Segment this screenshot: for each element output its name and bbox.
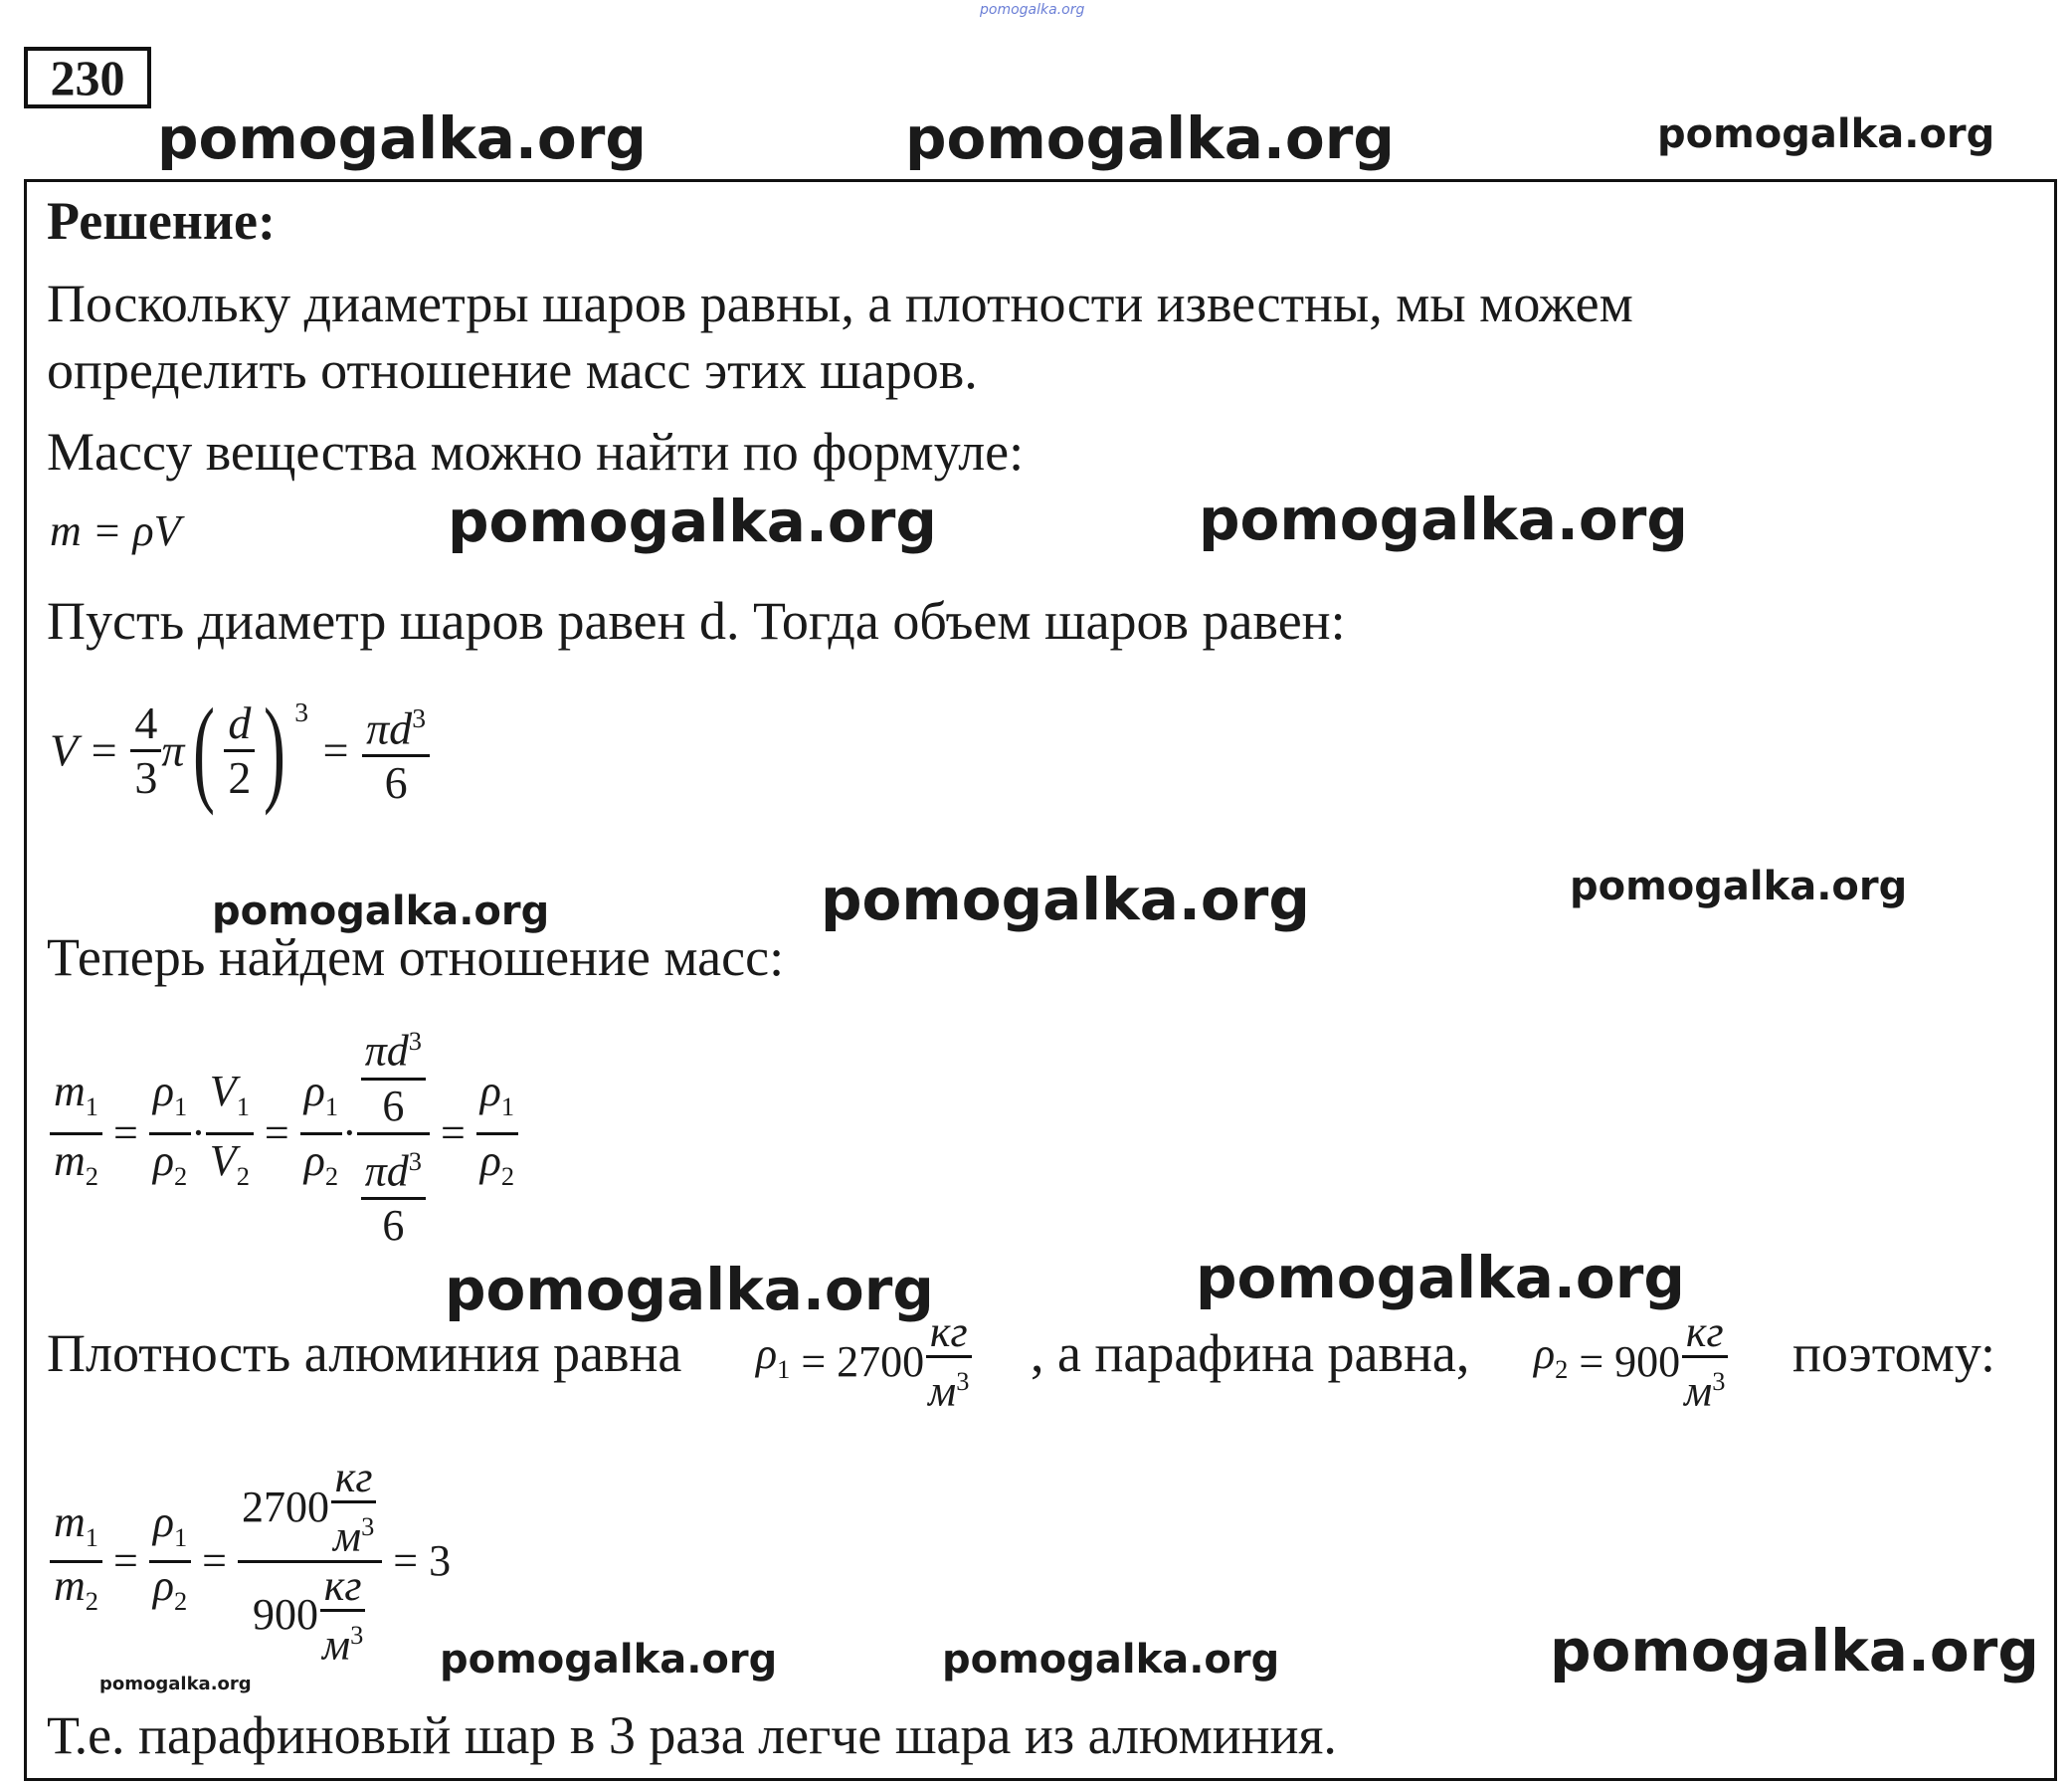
watermark: pomogalka.org xyxy=(448,488,937,555)
watermark: pomogalka.org xyxy=(157,104,647,172)
paragraph-2: Массу вещества можно найти по формуле: xyxy=(47,422,1025,482)
paragraph-5-end: поэтому: xyxy=(1792,1323,1996,1383)
watermark: pomogalka.org xyxy=(821,866,1310,933)
paragraph-5-start: Плотность алюминия равна xyxy=(47,1323,682,1383)
watermark: pomogalka.org xyxy=(440,1637,778,1683)
watermark: pomogalka.org xyxy=(942,1637,1280,1683)
watermark: pomogalka.org xyxy=(99,1674,252,1694)
rho1-formula: $\rho_1$ = 2700 $\frac{кг}{м^3}$ xyxy=(756,1309,973,1415)
paragraph-1-line-2: определить отношение масс этих шаров. xyxy=(47,340,978,400)
rho2-formula: $\rho_2$ = 900 $\frac{кг}{м^3}$ xyxy=(1534,1309,1729,1415)
watermark: pomogalka.org xyxy=(212,889,550,934)
watermark: pomogalka.org xyxy=(1196,1244,1685,1311)
problem-number: 230 xyxy=(24,47,151,108)
paragraph-5-middle: , а парафина равна, xyxy=(1031,1323,1470,1383)
paragraph-3: Пусть диаметр шаров равен d. Тогда объем шаров равен: xyxy=(47,591,1346,651)
mass-formula: m = ρV xyxy=(50,506,181,555)
watermark-top: pomogalka.org xyxy=(980,2,1085,18)
watermark: pomogalka.org xyxy=(1657,111,1995,157)
watermark: pomogalka.org xyxy=(905,104,1395,172)
watermark: pomogalka.org xyxy=(445,1256,934,1323)
fraction-four-thirds: $\frac{4}{3}$ xyxy=(130,697,161,804)
solution-heading: Решение: xyxy=(47,191,276,251)
fraction-pi-d3-over-6: $\frac{\pi d^3}{6}$ xyxy=(362,693,430,809)
fraction-d-over-2: $\frac{d}{2}$ xyxy=(224,697,255,804)
watermark: pomogalka.org xyxy=(1550,1617,2039,1684)
watermark: pomogalka.org xyxy=(1199,486,1688,553)
paragraph-1-line-1: Поскольку диаметры шаров равны, а плотности известны, мы можем xyxy=(47,274,1633,333)
result-formula: $\frac{m_1}{m_2}$ = $\frac{\rho_1}{\rho_2}$ = 2700 $\frac{кг}{м^3}$ 900 $\frac{кг}{м^3}$ = 3 xyxy=(50,1455,451,1668)
ratio-formula: $\frac{m_1}{m_2}$ = $\frac{\rho_1}{\rho_2}$ · $\frac{V_1}{V_2}$ = $\frac{\rho_1}{\rho_2}$ · $\frac{\frac{\pi d^3}{6}}{\frac{\pi d^3}{6}}$ = $\frac{\rho_1}{\rho_2}$ xyxy=(50,1015,518,1252)
watermark: pomogalka.org xyxy=(1570,864,1908,909)
paragraph-6: Т.е. парафиновый шар в 3 раза легче шара из алюминия. xyxy=(47,1705,1337,1765)
paragraph-4: Теперь найдем отношение масс: xyxy=(47,927,785,987)
volume-formula: V = $\frac{4}{3}$ π( $\frac{d}{2}$ ) $^3$ = $\frac{\pi d^3}{6}$ xyxy=(50,687,430,809)
